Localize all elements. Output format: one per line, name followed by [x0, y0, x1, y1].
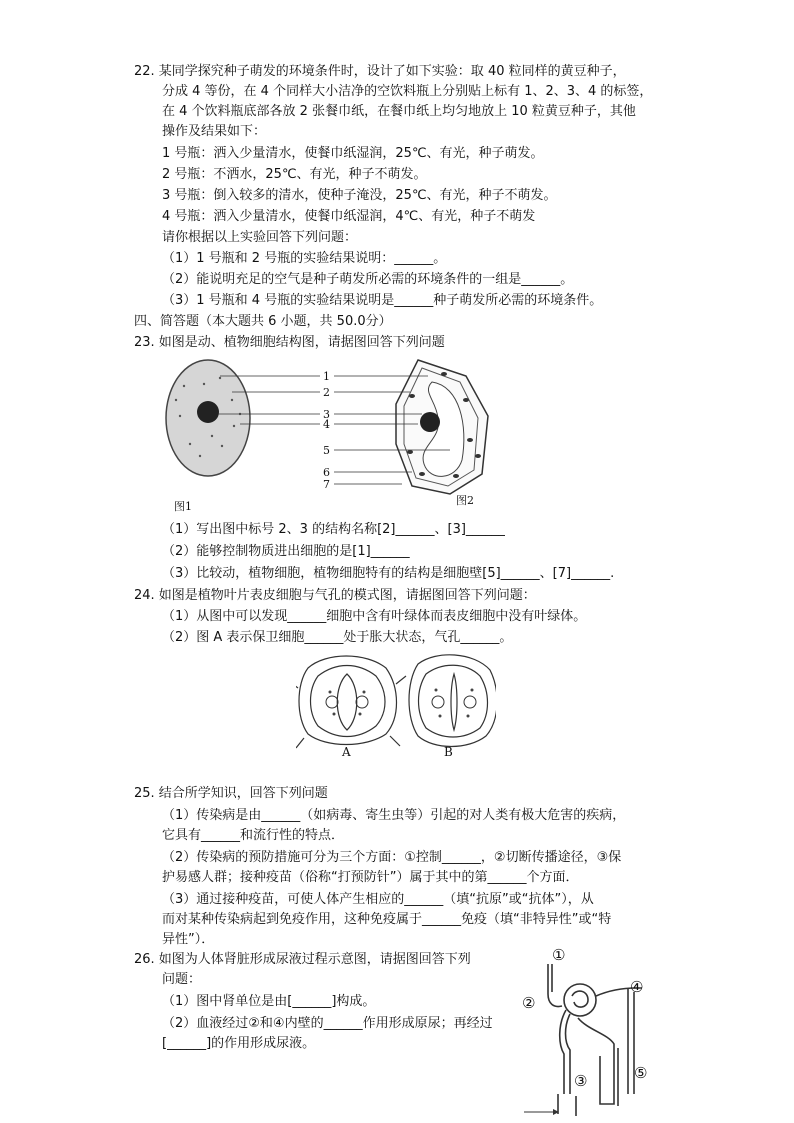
animal-nucleus — [197, 401, 219, 423]
q22-sub2: （2）能说明充足的空气是种子萌发所必需的环境条件的一组是______。 — [162, 272, 574, 287]
plant-nucleus — [420, 412, 440, 432]
fig1-caption: 图1 — [174, 500, 192, 513]
cells-b-outline — [409, 655, 496, 747]
label-circle-1: ① — [552, 946, 566, 964]
afferent-vessel — [548, 964, 562, 1007]
stoma-b-closed — [451, 674, 457, 730]
q22-stem-line3: 在 4 个饮料瓶底部各放 2 张餐巾纸，在餐巾纸上均匀地放上 10 粒黄豆种子，其他 — [162, 104, 636, 119]
q22-sub3: （3）1 号瓶和 4 号瓶的实验结果说明是______种子萌发所必需的环境条件。 — [162, 293, 603, 308]
q25-sub3b: 而对某种传染病起到免疫作用，这种免疫属于______免疫（填“非特异性”或“特 — [162, 912, 612, 927]
label-4: 4 — [323, 418, 330, 431]
label-7: 7 — [323, 478, 330, 491]
stomata-figure — [296, 648, 496, 760]
q25-sub3a: （3）通过接种疫苗，可使人体产生相应的______（填“抗原”或“抗体”），从 — [162, 892, 594, 907]
label-circle-2: ② — [522, 994, 536, 1012]
label-6: 6 — [323, 466, 330, 479]
q22-bottle3: 3 号瓶：倒入较多的清水，使种子淹没，25℃、有光，种子不萌发。 — [162, 188, 557, 203]
label-b: B — [444, 745, 453, 759]
q23-sub3: （3）比较动，植物细胞，植物细胞特有的结构是细胞壁[5]______、[7]______. — [162, 566, 615, 581]
stoma-a-open — [337, 674, 357, 730]
renal-capsule — [564, 984, 596, 1016]
cells-a-outline — [299, 656, 397, 745]
q25-sub2a: （2）传染病的预防措施可分为三个方面：①控制______，②切断传播途径，③保 — [162, 850, 622, 865]
q25-sub2b: 护易感人群；接种疫苗（俗称“打预防针”）属于其中的第______个方面． — [162, 870, 579, 885]
guard-cells-a — [311, 666, 386, 737]
label-circle-5: ⑤ — [634, 1064, 648, 1082]
q26-stem-line1: 26. 如图为人体肾脏形成尿液过程示意图，请据图回答下列 — [134, 952, 471, 967]
renal-tubule — [560, 1010, 566, 1094]
label-2: 2 — [323, 386, 330, 399]
label-1: 1 — [323, 370, 330, 383]
label-3: 3 — [323, 408, 330, 421]
q25-sub1a: （1）传染病是由______（如病毒、寄生虫等）引起的对人类有极大危害的疾病， — [162, 808, 626, 823]
q26-stem-line2: 问题： — [162, 972, 202, 987]
label-circle-3: ③ — [574, 1072, 588, 1090]
label-circle-4: ④ — [630, 978, 644, 996]
q25-sub1b: 它具有______和流行性的特点． — [162, 828, 345, 843]
q22-sub1: （1）1 号瓶和 2 号瓶的实验结果说明：______。 — [162, 251, 447, 266]
label-a: A — [342, 745, 351, 759]
cell-structure-figure — [160, 356, 520, 516]
fig2-caption: 图2 — [456, 494, 474, 507]
q22-ask: 请你根据以上实验回答下列问题： — [162, 230, 358, 245]
q22-bottle1: 1 号瓶：洒入少量清水，使餐巾纸湿润，25℃、有光，种子萌发。 — [162, 146, 544, 161]
q22-stem-line4: 操作及结果如下： — [162, 124, 267, 139]
section-heading: 四、简答题（本大题共 6 小题，共 50.0分） — [134, 314, 392, 329]
q22-stem-line2: 分成 4 等份，在 4 个同样大小洁净的空饮料瓶上分别贴上标有 1、2、3、4 的标签， — [162, 84, 653, 99]
q22-bottle4: 4 号瓶：洒入少量清水，使餐巾纸湿润，4℃、有光，种子不萌发 — [162, 209, 536, 224]
q23-stem: 23. 如图是动、植物细胞结构图，请据图回答下列问题 — [134, 335, 445, 350]
q25-sub3c: 异性”）． — [162, 932, 215, 947]
q26-sub2: （2）血液经过②和④内壁的______作用形成原尿；再经过 — [162, 1016, 493, 1031]
q26-sub3: [______]的作用形成尿液。 — [162, 1036, 316, 1051]
q22-bottle2: 2 号瓶：不洒水，25℃、有光，种子不萌发。 — [162, 167, 427, 182]
q26-sub1: （1）图中肾单位是由[______]构成。 — [162, 994, 376, 1009]
q23-sub1: （1）写出图中标号 2、3 的结构名称[2]______、[3]______ — [162, 522, 505, 537]
nephron-figure — [518, 944, 668, 1119]
q24-stem: 24. 如图是植物叶片表皮细胞与气孔的模式图，请据图回答下列问题： — [134, 588, 536, 603]
glomerulus — [572, 991, 588, 1007]
label-5: 5 — [323, 444, 330, 457]
q23-sub2: （2）能够控制物质进出细胞的是[1]______ — [162, 544, 410, 559]
q22-stem-line1: 22. 某同学探究种子萌发的环境条件时，设计了如下实验：取 40 粒同样的黄豆种子， — [134, 64, 626, 79]
q24-sub2: （2）图 A 表示保卫细胞______处于胀大状态，气孔______。 — [162, 630, 513, 645]
q24-sub1: （1）从图中可以发现______细胞中含有叶绿体而表皮细胞中没有叶绿体。 — [162, 609, 587, 624]
q25-stem: 25. 结合所学知识，回答下列问题 — [134, 786, 328, 801]
